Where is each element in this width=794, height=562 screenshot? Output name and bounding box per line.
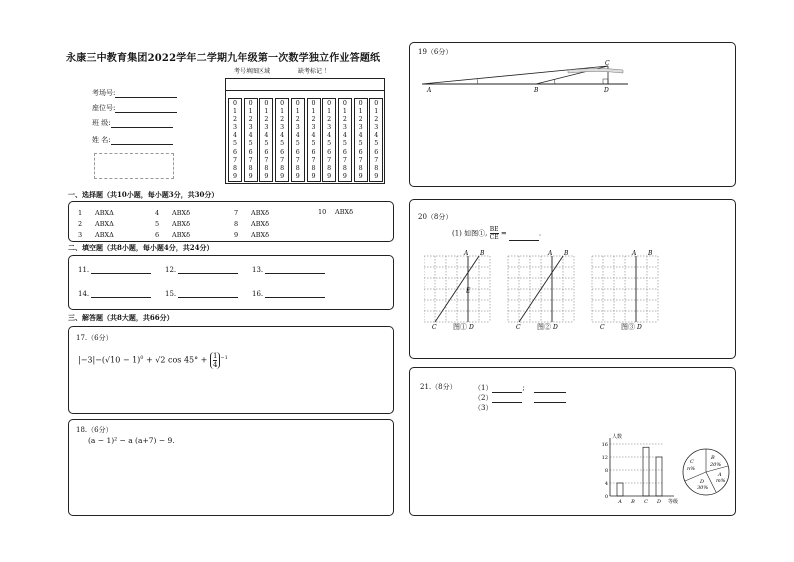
mc-options[interactable]: ABXδ	[335, 208, 354, 216]
digit-bubble[interactable]: 6	[248, 148, 253, 156]
missing-mark-label: 缺考标记 ！	[298, 68, 330, 75]
digit-bubble[interactable]: 0	[264, 100, 269, 107]
mc-item[interactable]	[155, 220, 190, 228]
digit-bubble[interactable]: 4	[374, 132, 379, 140]
digit-bubble[interactable]: 8	[295, 164, 300, 172]
pie-pct-a: m%	[716, 478, 726, 484]
q19-label: 19（6分）	[418, 48, 453, 56]
digit-bubble[interactable]: 2	[232, 116, 237, 124]
mc-options[interactable]: ABXΔ	[95, 209, 114, 217]
digit-bubble[interactable]: 5	[280, 140, 285, 148]
mc-item[interactable]	[78, 220, 114, 228]
section1-title: 一、选择题（共10小题，每小题3分，共30分）	[68, 190, 219, 199]
digit-bubble[interactable]: 4	[232, 132, 237, 140]
digit-bubble[interactable]: 2	[248, 116, 253, 124]
digit-bubble[interactable]: 0	[248, 100, 253, 107]
digit-bubble[interactable]: 0	[232, 100, 237, 107]
pie-label-a: A	[718, 472, 722, 478]
mc-options[interactable]: ABXδ	[172, 231, 191, 239]
q20-fig1-caption: 图①	[453, 323, 467, 331]
digit-bubble[interactable]: 6	[232, 148, 237, 156]
mc-item[interactable]	[318, 208, 353, 216]
mc-number: 9	[234, 231, 239, 239]
exam-no-digits[interactable]	[369, 100, 383, 181]
fill-16[interactable]: 16.	[252, 290, 325, 298]
fill-13[interactable]: 13.	[252, 266, 325, 274]
x-tick-label: B	[631, 499, 635, 505]
digit-bubble[interactable]: 2	[280, 116, 285, 124]
mc-number: 4	[155, 209, 160, 217]
mc-options[interactable]: ABXΔ	[95, 231, 114, 239]
q21-part2[interactable]: （2）	[474, 393, 566, 403]
grid-divider	[225, 90, 385, 91]
digit-bubble[interactable]: 1	[358, 108, 363, 116]
digit-bubble[interactable]: 8	[280, 164, 285, 172]
y-tick-label: 0	[604, 494, 608, 500]
mc-item[interactable]	[78, 209, 114, 217]
digit-bubble[interactable]: 2	[358, 116, 363, 124]
x-axis-label: 等级	[668, 499, 679, 505]
digit-bubble[interactable]: 5	[342, 140, 347, 148]
digit-bubble[interactable]: 0	[311, 100, 316, 107]
digit-bubble[interactable]: 4	[327, 132, 332, 140]
barcode-area	[94, 153, 174, 179]
digit-bubble[interactable]: 9	[264, 172, 269, 180]
mc-options[interactable]: ABXδ	[251, 231, 270, 239]
y-tick-label: 8	[604, 468, 608, 474]
digit-bubble[interactable]: 7	[280, 156, 285, 164]
digit-bubble[interactable]: 9	[358, 172, 363, 180]
digit-bubble[interactable]: 7	[327, 156, 332, 164]
mc-options[interactable]: ABXδ	[251, 209, 270, 217]
mc-options[interactable]: ABXΔ	[95, 220, 114, 228]
digit-bubble[interactable]: 3	[295, 124, 300, 132]
digit-bubble[interactable]: 9	[248, 172, 253, 180]
exam-no-digits[interactable]	[322, 100, 336, 181]
digit-bubble[interactable]: 0	[295, 100, 300, 107]
q21-label: 21.（8分）	[420, 383, 457, 391]
exam-no-digits[interactable]	[259, 100, 273, 181]
digit-bubble[interactable]: 7	[358, 156, 363, 164]
q17-label: 17.（6分）	[76, 334, 113, 342]
mc-number: 3	[78, 231, 83, 239]
section2-title: 二、填空题（共8小题，每小题4分，共24分）	[68, 243, 214, 252]
digit-bubble[interactable]: 6	[358, 148, 363, 156]
pie-label-d: D	[700, 479, 705, 485]
digit-bubble[interactable]: 3	[358, 124, 363, 132]
digit-bubble[interactable]: 3	[248, 124, 253, 132]
digit-bubble[interactable]: 0	[342, 100, 347, 107]
q18-label: 18.（6分）	[76, 426, 113, 434]
x-tick-label: C	[644, 499, 648, 505]
q17-expression: $|-3|-(√10 - 1)^0 + √2$ cos 45° + $\frac{1}{4}$ $^{-1}$	[78, 352, 228, 369]
digit-bubble[interactable]: 5	[264, 140, 269, 148]
mc-number: 6	[155, 231, 160, 239]
y-axis-label: 人数	[612, 434, 623, 440]
field-exam-room[interactable]: 考场号:	[92, 88, 177, 98]
fill-box	[68, 255, 394, 310]
q18-box[interactable]	[68, 419, 394, 516]
exam-no-digits[interactable]	[354, 100, 368, 181]
pie-label-c: C	[690, 459, 694, 465]
point-label-a: A	[548, 250, 553, 257]
q19-point-c: C	[605, 60, 610, 67]
digit-bubble[interactable]: 0	[280, 100, 285, 107]
exam-no-area-label: 考号填图区域	[234, 68, 271, 75]
digit-bubble[interactable]: 5	[295, 140, 300, 148]
mc-number: 7	[234, 209, 239, 217]
fill-15[interactable]: 15.	[165, 290, 238, 298]
digit-bubble[interactable]: 9	[342, 172, 347, 180]
digit-bubble[interactable]: 9	[295, 172, 300, 180]
digit-bubble[interactable]: 6	[327, 148, 332, 156]
q19-figure	[418, 58, 638, 98]
point-label-d: D	[553, 324, 558, 331]
mc-number: 5	[155, 220, 160, 228]
mc-item[interactable]	[234, 231, 269, 239]
mc-number: 8	[234, 220, 239, 228]
digit-bubble[interactable]: 6	[295, 148, 300, 156]
digit-bubble[interactable]: 9	[374, 172, 379, 180]
digit-bubble[interactable]: 9	[232, 172, 237, 180]
mc-item[interactable]	[234, 220, 269, 228]
field-class[interactable]: 班 级:	[92, 118, 173, 128]
digit-bubble[interactable]: 3	[264, 124, 269, 132]
q21-bar-chart	[600, 432, 682, 508]
q19-point-d: D	[604, 87, 609, 94]
field-name[interactable]: 姓 名:	[92, 135, 173, 145]
digit-bubble[interactable]: 9	[311, 172, 316, 180]
point-label-d: D	[469, 324, 474, 331]
digit-bubble[interactable]: 3	[327, 124, 332, 132]
digit-bubble[interactable]: 1	[342, 108, 347, 116]
digit-bubble[interactable]: 8	[374, 164, 379, 172]
digit-bubble[interactable]: 1	[264, 108, 269, 116]
digit-bubble[interactable]: 5	[358, 140, 363, 148]
mc-number: 1	[78, 209, 83, 217]
q19-point-b: B	[534, 87, 539, 94]
digit-bubble[interactable]: 7	[264, 156, 269, 164]
digit-bubble[interactable]: 5	[248, 140, 253, 148]
mc-item[interactable]	[78, 231, 114, 239]
page-title: 永康三中教育集团2022学年二学期九年级第一次数学独立作业答题纸	[66, 53, 381, 64]
exam-no-digits[interactable]	[338, 100, 352, 181]
digit-bubble[interactable]: 1	[232, 108, 237, 116]
digit-bubble[interactable]: 4	[342, 132, 347, 140]
digit-bubble[interactable]: 0	[358, 100, 363, 107]
digit-bubble[interactable]: 2	[374, 116, 379, 124]
q19-point-a: A	[427, 87, 432, 94]
digit-bubble[interactable]: 7	[311, 156, 316, 164]
digit-bubble[interactable]: 3	[232, 124, 237, 132]
exam-no-digits[interactable]	[244, 100, 258, 181]
digit-bubble[interactable]: 2	[342, 116, 347, 124]
digit-bubble[interactable]: 1	[311, 108, 316, 116]
digit-bubble[interactable]: 0	[327, 100, 332, 107]
digit-bubble[interactable]: 5	[327, 140, 332, 148]
mc-options[interactable]: ABXδ	[172, 209, 191, 217]
field-seat-no[interactable]: 座位号:	[92, 103, 177, 113]
digit-bubble[interactable]: 5	[311, 140, 316, 148]
q17-box[interactable]	[68, 326, 394, 414]
digit-bubble[interactable]: 5	[232, 140, 237, 148]
digit-bubble[interactable]: 6	[311, 148, 316, 156]
digit-bubble[interactable]: 1	[248, 108, 253, 116]
q20-part1[interactable]: (1) 如图①, $\frac{BE}{CE}$ = .	[452, 226, 542, 241]
digit-bubble[interactable]: 4	[311, 132, 316, 140]
bar-a	[617, 483, 623, 496]
digit-bubble[interactable]: 8	[342, 164, 347, 172]
digit-bubble[interactable]: 0	[374, 100, 379, 107]
mc-item[interactable]	[155, 209, 190, 217]
digit-bubble[interactable]: 8	[264, 164, 269, 172]
digit-bubble[interactable]: 7	[374, 156, 379, 164]
q21-part3[interactable]: （3）	[474, 404, 493, 412]
digit-bubble[interactable]: 1	[295, 108, 300, 116]
digit-bubble[interactable]: 4	[280, 132, 285, 140]
digit-bubble[interactable]: 7	[342, 156, 347, 164]
digit-bubble[interactable]: 8	[232, 164, 237, 172]
exam-no-digits[interactable]	[228, 100, 242, 181]
digit-bubble[interactable]: 1	[327, 108, 332, 116]
fill-11[interactable]: 11.	[78, 266, 151, 274]
q20-fig3-caption: 图③	[621, 323, 635, 331]
q21-pie-chart	[680, 446, 732, 498]
pie-pct-b: 20%	[710, 462, 722, 468]
point-label-c: C	[600, 324, 605, 331]
point-label-d: D	[637, 324, 642, 331]
point-label-b: B	[648, 250, 653, 257]
q20-figures	[424, 248, 674, 333]
digit-bubble[interactable]: 7	[232, 156, 237, 164]
digit-bubble[interactable]: 1	[374, 108, 379, 116]
mc-options[interactable]: ABXδ	[251, 220, 270, 228]
digit-bubble[interactable]: 4	[295, 132, 300, 140]
y-tick-label: 12	[601, 455, 608, 461]
digit-bubble[interactable]: 7	[295, 156, 300, 164]
digit-bubble[interactable]: 2	[295, 116, 300, 124]
q20-fig2-caption: 图②	[537, 323, 551, 331]
q20-label: 20（8分）	[418, 213, 453, 221]
pie-label-b: B	[711, 455, 715, 461]
x-tick-label: D	[656, 499, 662, 505]
point-label-c: C	[516, 324, 521, 331]
digit-bubble[interactable]: 3	[280, 124, 285, 132]
digit-bubble[interactable]: 5	[374, 140, 379, 148]
mc-number: 10	[318, 208, 327, 216]
digit-bubble[interactable]: 3	[342, 124, 347, 132]
digit-bubble[interactable]: 3	[374, 124, 379, 132]
digit-bubble[interactable]: 4	[264, 132, 269, 140]
pie-pct-c: n%	[687, 466, 695, 472]
mc-number: 2	[78, 220, 83, 228]
digit-bubble[interactable]: 8	[311, 164, 316, 172]
point-label-a: A	[632, 250, 637, 257]
digit-bubble[interactable]: 2	[327, 116, 332, 124]
q21-part1[interactable]: （1） ;	[474, 383, 566, 393]
digit-bubble[interactable]: 7	[248, 156, 253, 164]
digit-bubble[interactable]: 6	[264, 148, 269, 156]
point-label-e: E	[466, 287, 471, 295]
section3-title: 三、解答题（共8大题，共66分）	[68, 313, 174, 322]
y-tick-label: 16	[601, 442, 608, 448]
digit-bubble[interactable]: 9	[280, 172, 285, 180]
digit-bubble[interactable]: 8	[358, 164, 363, 172]
mc-options[interactable]: ABXδ	[172, 220, 191, 228]
digit-bubble[interactable]: 8	[248, 164, 253, 172]
point-label-b: B	[564, 250, 569, 257]
digit-bubble[interactable]: 3	[311, 124, 316, 132]
fill-12[interactable]: 12.	[165, 266, 238, 274]
digit-bubble[interactable]: 6	[374, 148, 379, 156]
point-label-b: B	[480, 250, 485, 257]
bar-d	[656, 457, 662, 496]
digit-bubble[interactable]: 2	[311, 116, 316, 124]
digit-bubble[interactable]: 4	[248, 132, 253, 140]
x-tick-label: A	[618, 499, 622, 505]
digit-bubble[interactable]: 6	[342, 148, 347, 156]
point-label-a: A	[464, 250, 469, 257]
pie-pct-d: 30%	[697, 485, 709, 491]
exam-no-digits[interactable]	[291, 100, 305, 181]
mc-item[interactable]	[234, 209, 269, 217]
digit-bubble[interactable]: 8	[327, 164, 332, 172]
point-label-c: C	[432, 324, 437, 331]
y-tick-label: 4	[604, 481, 608, 487]
digit-bubble[interactable]: 2	[264, 116, 269, 124]
mc-item[interactable]	[155, 231, 190, 239]
digit-bubble[interactable]: 6	[280, 148, 285, 156]
bar-c	[643, 447, 649, 496]
digit-bubble[interactable]: 4	[358, 132, 363, 140]
exam-no-digits[interactable]	[307, 100, 321, 181]
exam-no-digits[interactable]	[275, 100, 289, 181]
digit-bubble[interactable]: 9	[327, 172, 332, 180]
q18-expression: (a − 1)² − a (a+7) − 9.	[88, 436, 175, 445]
fill-14[interactable]: 14.	[78, 290, 151, 298]
digit-bubble[interactable]: 1	[280, 108, 285, 116]
